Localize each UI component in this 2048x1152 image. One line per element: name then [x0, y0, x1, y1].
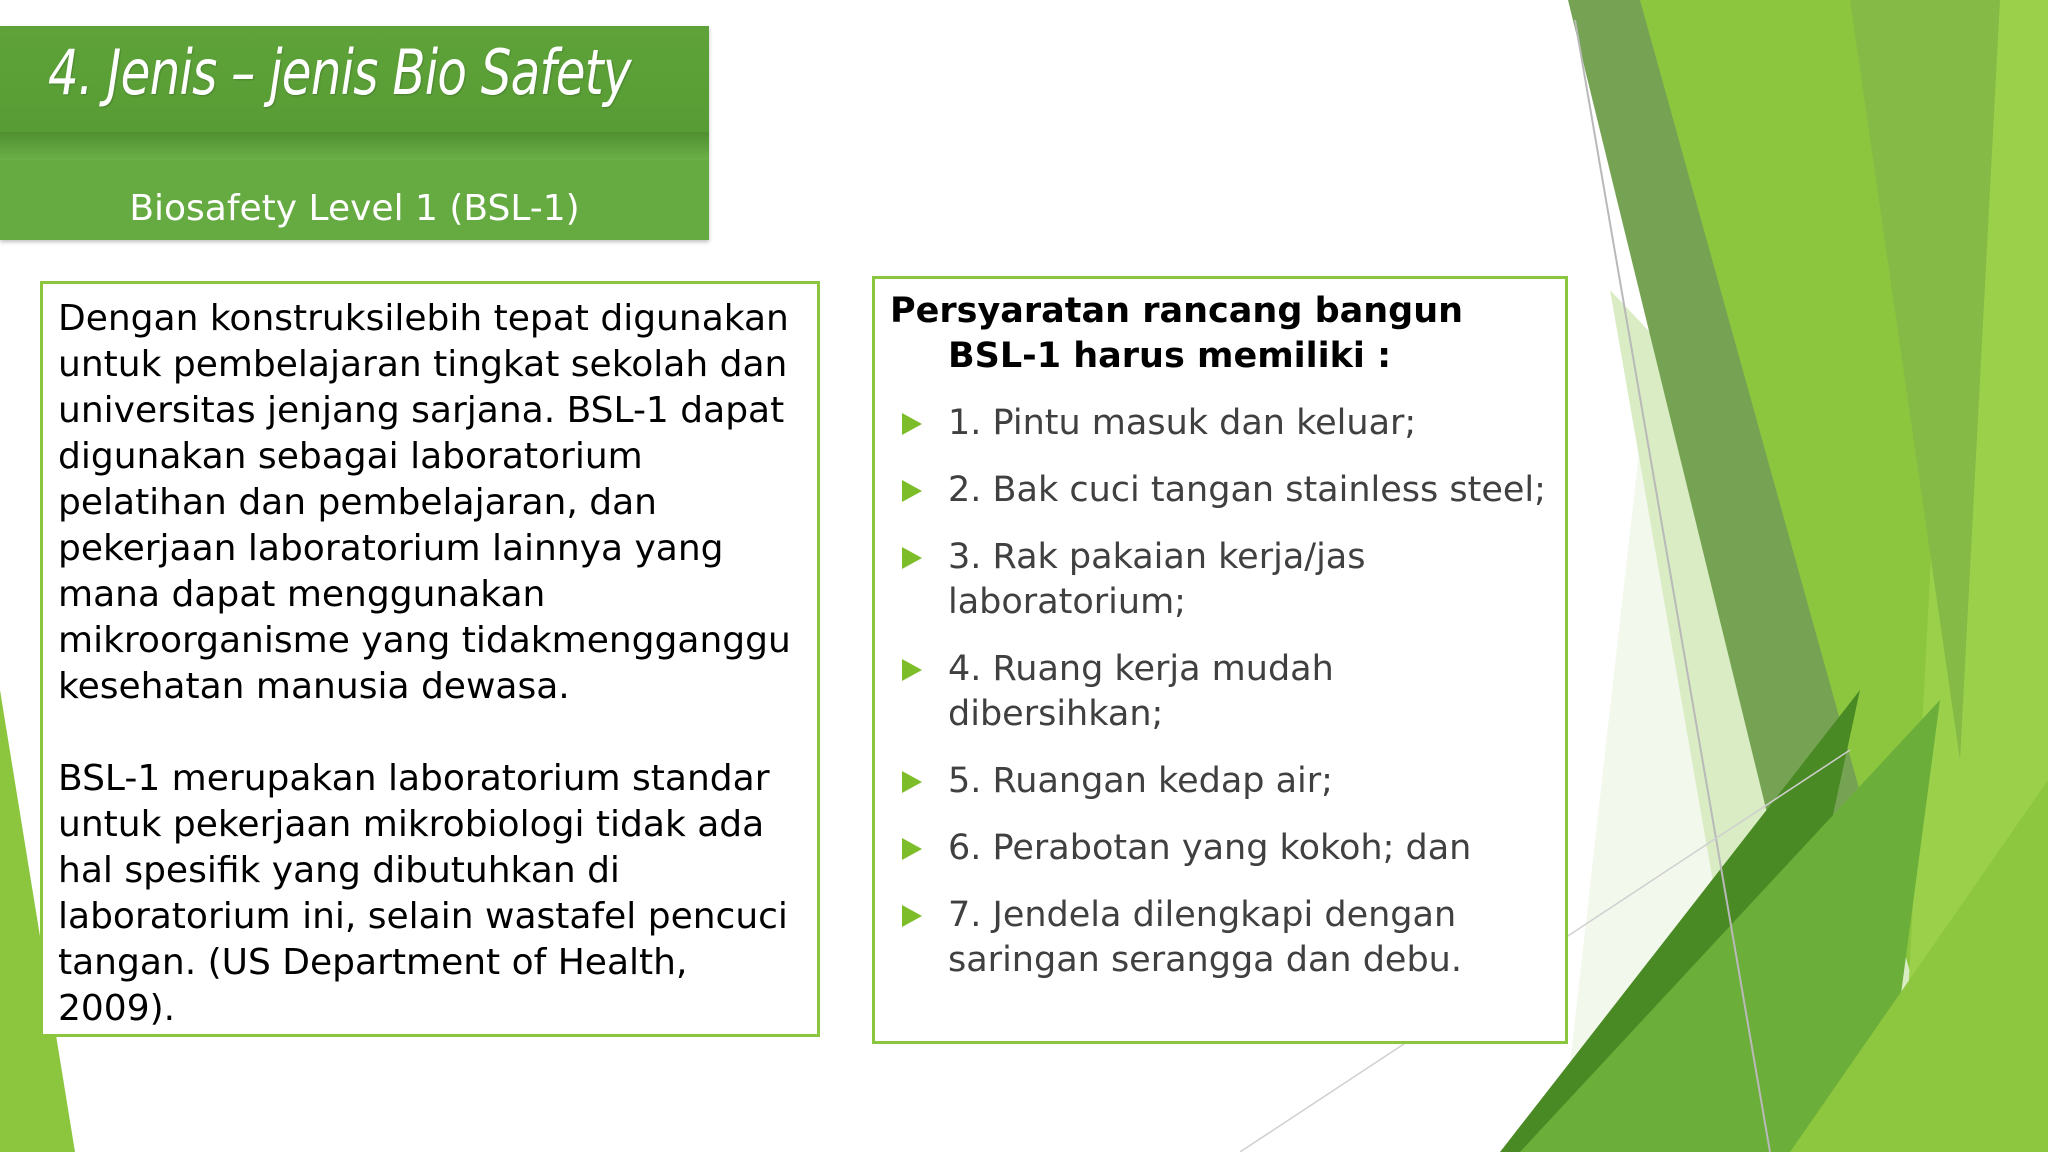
- triangle-right-icon: [902, 905, 922, 927]
- triangle-right-icon: [902, 659, 922, 681]
- slide-subtitle: Biosafety Level 1 (BSL-1): [129, 188, 580, 229]
- requirements-list: [890, 401, 1555, 983]
- list-item-text: 7. Jendela dilengkapi dengan saringan serangga dan debu.: [948, 895, 1462, 980]
- triangle-right-icon: [902, 838, 922, 860]
- list-item: [890, 535, 1555, 625]
- list-item-text: 5. Ruangan kedap air;: [948, 761, 1333, 801]
- requirements-box: [872, 276, 1568, 1044]
- triangle-right-icon: [902, 547, 922, 569]
- triangle-right-icon: [902, 771, 922, 793]
- triangle-right-icon: [902, 480, 922, 502]
- list-item-text: 3. Rak pakaian kerja/jas laboratorium;: [948, 537, 1366, 622]
- list-item: [890, 468, 1555, 513]
- description-paragraph-2: BSL-1 merupakan laboratorium standar untuk pekerjaan mikrobiologi tidak ada hal spesifik yang dibutuhkan di laboratorium ini, selain wastafel pencuci tangan. (US Department of Health, 2009).: [58, 758, 788, 1029]
- triangle-right-icon: [902, 413, 922, 435]
- description-box: [40, 281, 820, 1037]
- list-item-text: 1. Pintu masuk dan keluar;: [948, 403, 1417, 443]
- title-banner: [0, 26, 709, 240]
- title-banner-divider: [0, 132, 709, 160]
- description-paragraph-1: Dengan konstruksilebih tepat digunakan untuk pembelajaran tingkat sekolah dan universitas jenjang sarjana. BSL-1 dapat digunakan sebagai laboratorium pelatihan dan pembelajaran, dan pekerjaan laboratorium lainnya yang mana dapat menggunakan mikroorganisme yang tidakmengganggu kesehatan manusia dewasa.: [58, 298, 791, 707]
- list-item: [890, 401, 1555, 446]
- list-item: [890, 893, 1555, 983]
- requirements-heading: Persyaratan rancang bangun BSL-1 harus memiliki :: [890, 291, 1464, 376]
- list-item-text: 6. Perabotan yang kokoh; dan: [948, 828, 1472, 868]
- list-item-text: 2. Bak cuci tangan stainless steel;: [948, 470, 1546, 510]
- slide-title: 4. Jenis – jenis Bio Safety: [48, 36, 631, 109]
- list-item: [890, 647, 1555, 737]
- list-item-text: 4. Ruang kerja mudah dibersihkan;: [948, 649, 1334, 734]
- list-item: [890, 759, 1555, 804]
- list-item: [890, 826, 1555, 871]
